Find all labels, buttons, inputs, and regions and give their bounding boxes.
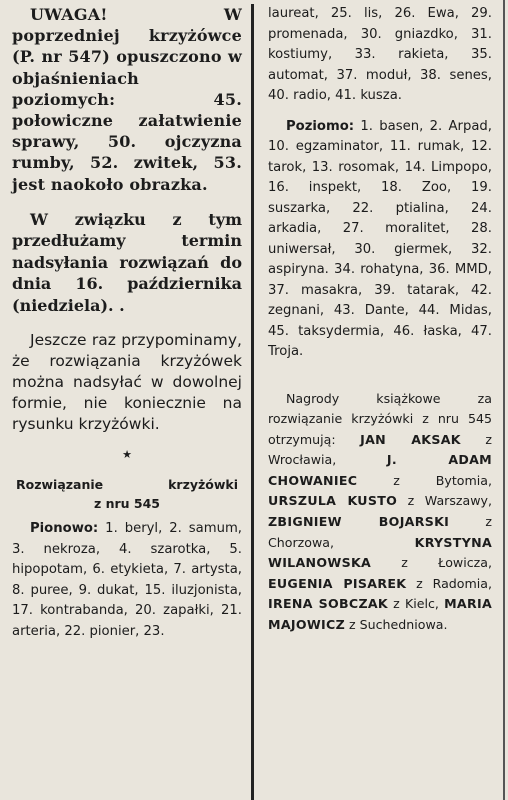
winner-name: URSZULA KUSTO: [268, 493, 398, 509]
winner-place: z Suchedniowa.: [345, 617, 448, 633]
winner-name: KRYSTYNA WILANOWSKA: [268, 534, 492, 571]
solution-poziomo: [268, 117, 492, 363]
solution-pionowo: [12, 519, 242, 642]
prize-winners: [268, 389, 492, 636]
poziomo-answers: 1. basen, 2. Arpad, 10. egzaminator, 11. rumak, 12. tarok, 13. rosomak, 14. Limpopo, 16. inspekt, 18. Zoo, 19. suszarka, 22. ptialina, 24. arkadia, 27. moralitet, 28. uniwersał, 30. giermek, 32. aspiryna. 34. rohatyna, 36. MMD, 37. masakra, 39. tatarak, 42. zegnani, 43. Dante, 44. Midas, 45. taksydermia, 46. łaska, 47. Troja.: [268, 118, 492, 359]
winner-name: JAN AKSAK: [360, 431, 461, 447]
column-divider: [251, 4, 254, 800]
winner-place: z Wrocławia,: [268, 431, 492, 468]
prizes-intro: Nagrody książkowe za rozwiązanie krzyżówki z nru 545 otrzymują:: [268, 390, 492, 447]
solution-heading-line2: z nru 545: [93, 496, 161, 512]
winner-place: z Bytomia,: [357, 472, 492, 488]
right-column: [268, 4, 492, 636]
winner-name: IRENA SOBCZAK: [268, 596, 388, 612]
winner-name: J. ADAM CHOWANIEC: [268, 452, 492, 488]
notice-uwaga: UWAGA! W poprzedniej krzyżówce (P. nr 547) opuszczono w objaśnieniach poziomych: 45. połowiczne załatwienie sprawy, 50. ojczyzna rumby, 52. zwitek, 53. jest naokoło obrazka.: [12, 5, 242, 194]
winner-place: z Kielc,: [388, 596, 445, 612]
pionowo-answers-part2: laureat, 25. lis, 26. Ewa, 29. promenada, 30. gniazdko, 31. kostiumy, 33. rakieta, 35. automat, 37. moduł, 38. senes, 40. radio, 41. kusza.: [268, 6, 492, 103]
left-column: [12, 4, 242, 642]
winner-name: MARIA MAJOWICZ: [268, 596, 493, 633]
star-separator: ★: [122, 448, 132, 462]
notice-extension: W związku z tym przedłużamy termin nadsyłania rozwiązań do dnia 16. października (niedziela). .: [12, 209, 242, 315]
solution-heading: [12, 475, 242, 513]
winner-place: z Radomia,: [406, 575, 492, 591]
winner-place: z Warszawy,: [397, 493, 492, 509]
winner-name: ZBIGNIEW BOJARSKI: [268, 514, 450, 530]
winner-place: z Łowicza,: [371, 555, 492, 571]
solution-heading-line1: Rozwiązanie krzyżówki: [16, 477, 238, 493]
notice-reminder: Jeszcze raz przypominamy, że rozwiązania krzyżówek można nadsyłać w dowolnej formie, nie koniecznie na rysunku krzyżówki.: [12, 331, 242, 433]
pionowo-label: Pionowo:: [30, 521, 99, 537]
winner-name: EUGENIA PISAREK: [268, 575, 407, 591]
page-edge-rule: [503, 0, 505, 800]
winner-place: z Chorzowa,: [268, 514, 492, 550]
pionowo-answers-part1: 1. beryl, 2. samum, 3. nekroza, 4. szarotka, 5. hipopotam, 6. etykieta, 7. artysta, 8. puree, 9. dukat, 15. iluzjonista, 17. kontrabanda, 20. zapałki, 21. arteria, 22. pionier, 23.: [12, 521, 242, 639]
poziomo-label: Poziomo:: [286, 118, 355, 134]
